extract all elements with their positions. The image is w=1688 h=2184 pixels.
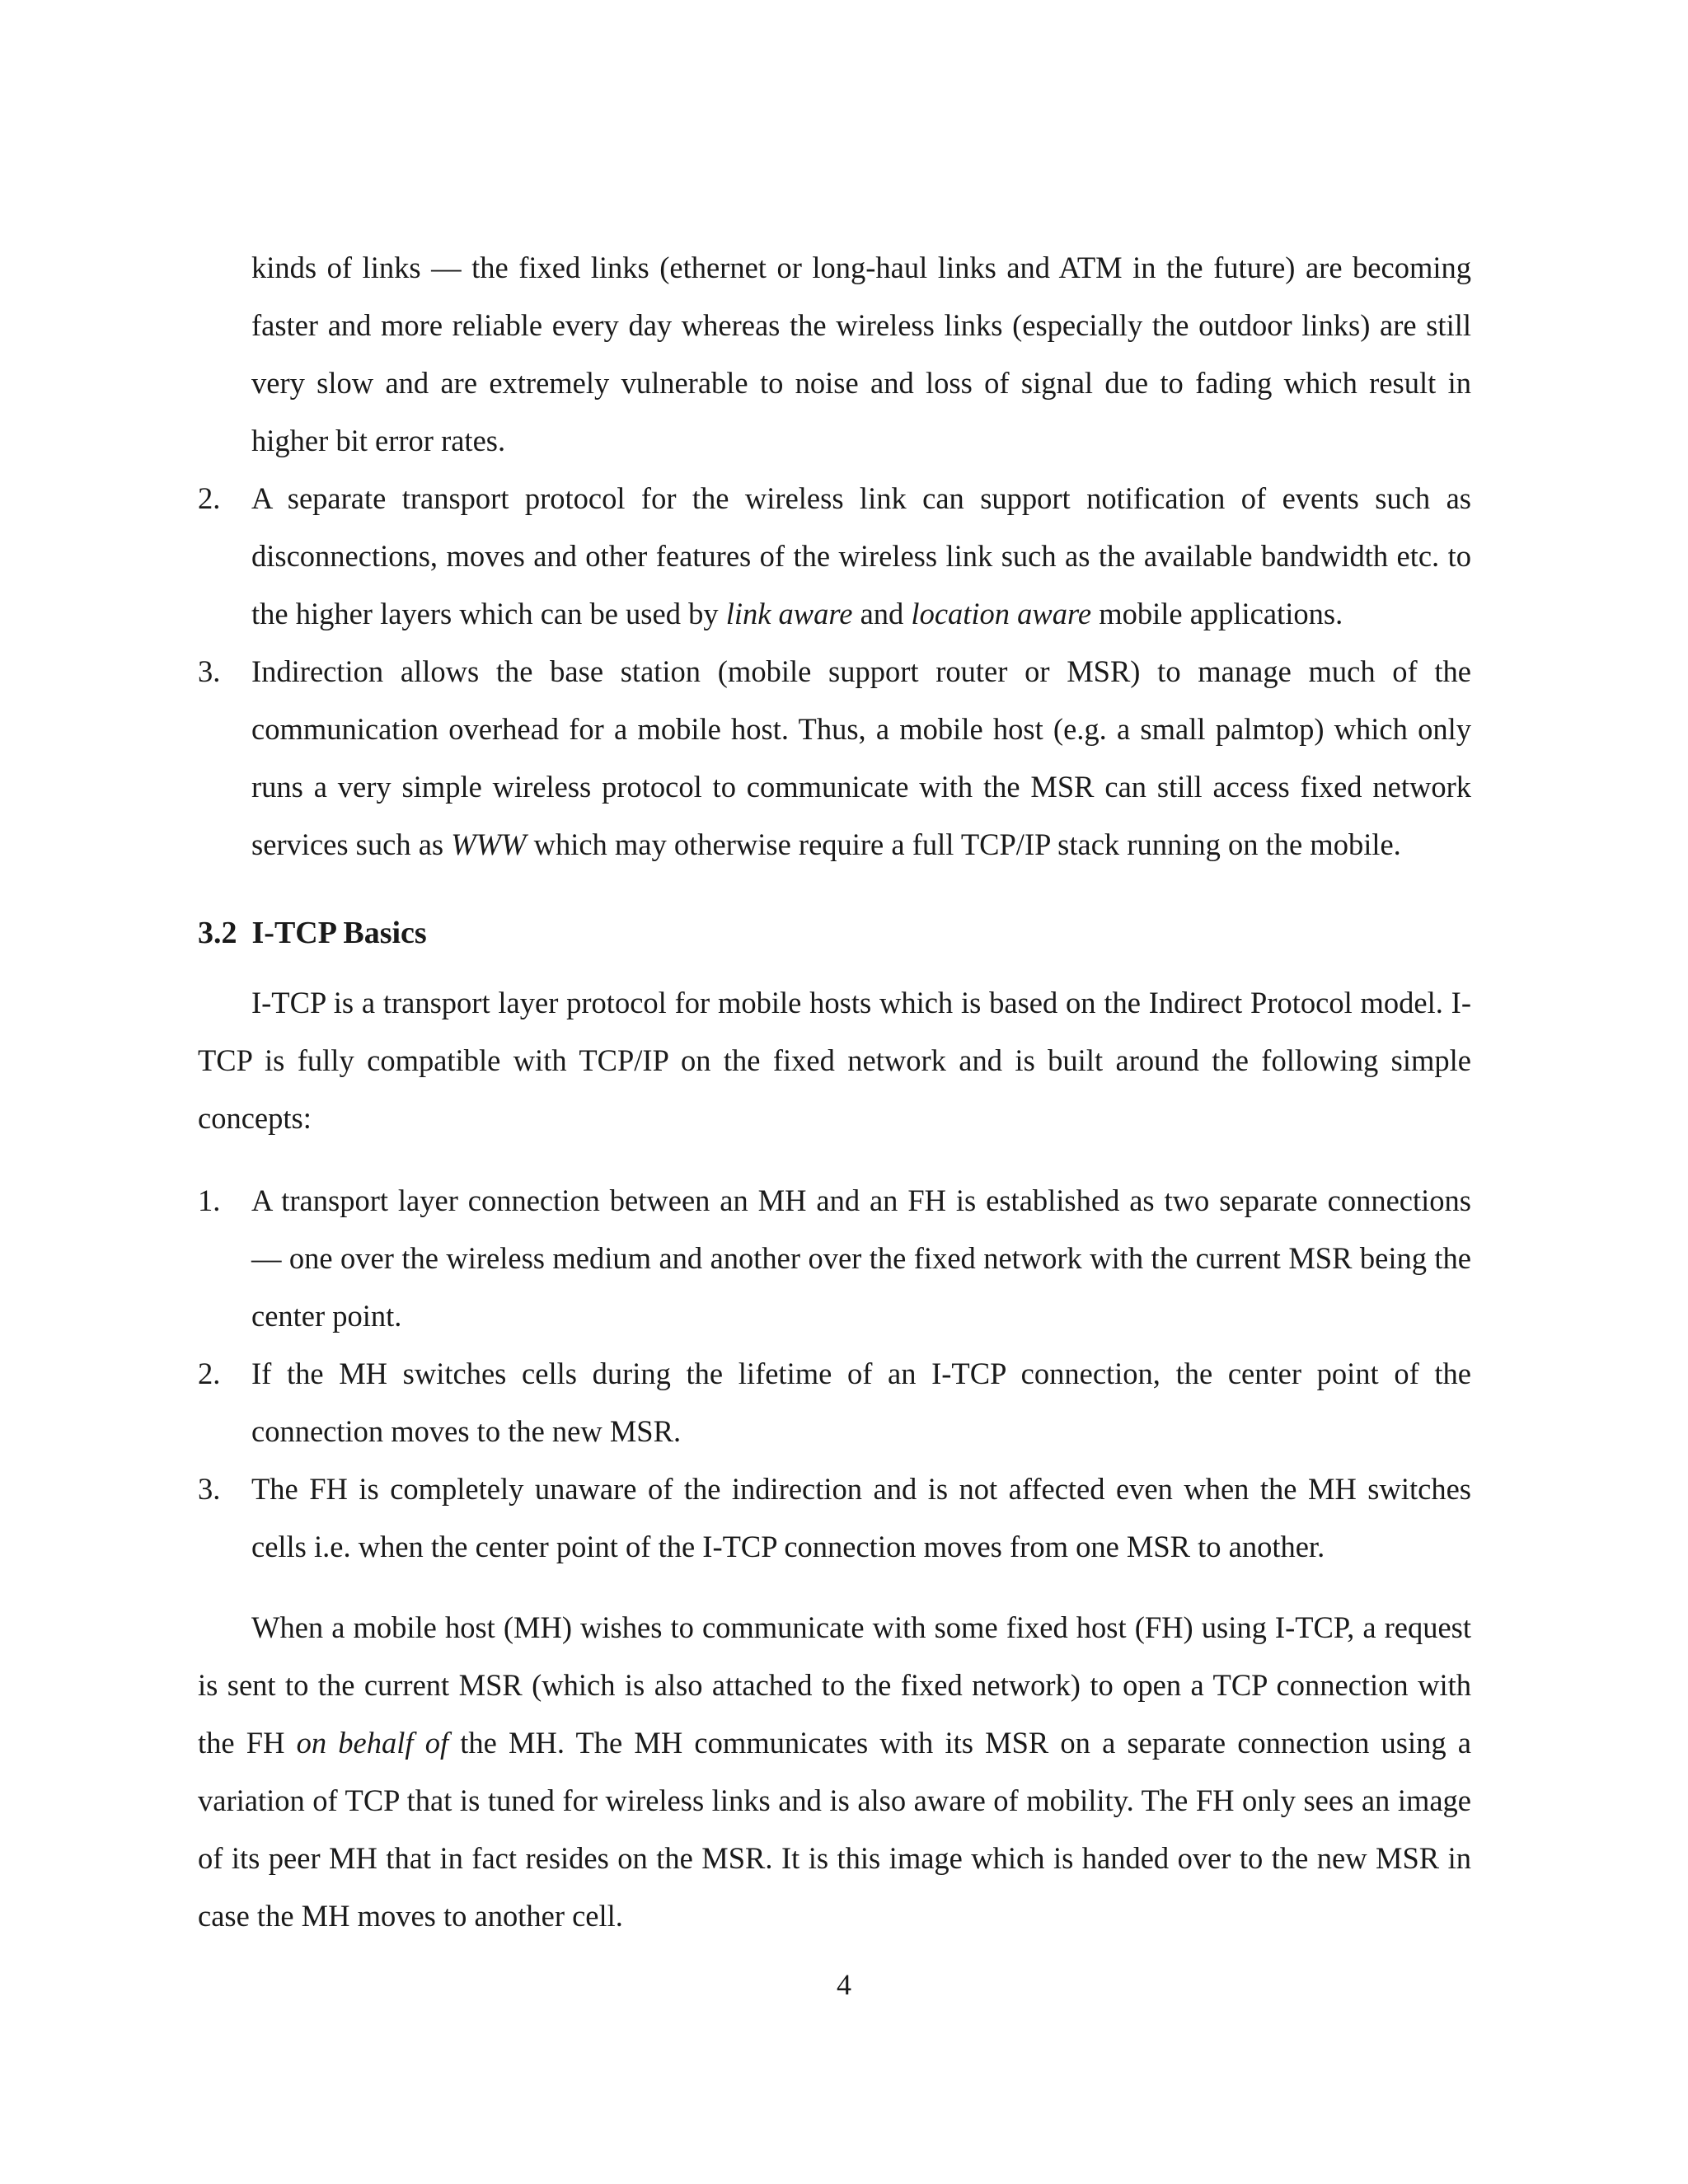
concepts-list (198, 1172, 1471, 1576)
section-title: I-TCP Basics (251, 916, 427, 950)
list-item-text: and (852, 597, 912, 630)
section-number: 3.2 (198, 916, 237, 950)
list-item-text: A transport layer connection between an MH and an FH is established as two separate connections — one over the wireless medium and another over the fixed network with the current MSR being the center point. (251, 1183, 1471, 1333)
continued-list-item-text: kinds of links — the fixed links (ethernet or long-haul links and ATM in the future) are becoming faster and more reliable every day whereas the wireless links (especially the outdoor links) are still very slow and are extremely vulnerable to noise and loss of signal due to fading which result in higher bit error rates. (251, 251, 1471, 457)
emphasis-text: link aware (725, 597, 853, 630)
list-item-text: A separate transport protocol for the wireless link can support notification of events such as disconnections, moves and other features of the wireless link such as the available bandwidth etc. to the higher layers which can be used by (251, 481, 1471, 630)
list-item-number: 3. (198, 1472, 221, 1506)
spacer (198, 1147, 1471, 1172)
paragraph-text: When a mobile host (MH) wishes to communicate with some fixed host (FH) using I-TCP, a request is sent to the current MSR (which is also attached to the fixed network) to open a TCP connection with the FH (198, 1610, 1471, 1760)
intro-paragraph: I-TCP is a transport layer protocol for mobile hosts which is based on the Indirect Protocol model. I-TCP is fully compatible with TCP/IP on the fixed network and is built around the following simple concepts: (198, 986, 1471, 1135)
list-item (198, 470, 1471, 643)
page-body (198, 239, 1471, 1945)
paragraph-text: the MH. The MH communicates with its MSR on a separate connection using a variation of TCP that is tuned for wireless links and is also aware of mobility. The FH only sees an image of its peer MH that in fact resides on the MSR. It is this image which is handed over to the new MSR in case the MH moves to another cell. (198, 1726, 1471, 1933)
list-item-number: 1. (198, 1183, 221, 1217)
list-item-text: If the MH switches cells during the lifetime of an I-TCP connection, the center point of the connection moves to the new MSR. (251, 1357, 1471, 1448)
section-heading (198, 908, 1471, 958)
list-item (198, 1460, 1471, 1576)
list-item-number: 3. (198, 654, 221, 688)
list-item-text: Indirection allows the base station (mobile support router or MSR) to manage much of the communication overhead for a mobile host. Thus, a mobile host (e.g. a small palmtop) which only runs a very simple wireless protocol to communicate with the MSR can still access fixed network services such as (251, 654, 1471, 861)
advantages-list (198, 470, 1471, 874)
list-item-text: mobile applications. (1091, 597, 1343, 630)
list-item-text: The FH is completely unaware of the indirection and is not affected even when the MH switches cells i.e. when the center point of the I-TCP connection moves from one MSR to another. (251, 1472, 1471, 1563)
list-item-text: which may otherwise require a full TCP/IP stack running on the mobile. (526, 827, 1401, 861)
spacer (198, 1576, 1471, 1599)
list-item-number: 2. (198, 481, 221, 515)
emphasis-text: on behalf of (296, 1726, 449, 1760)
page-number: 4 (837, 1968, 851, 2001)
list-item-number: 2. (198, 1357, 221, 1390)
body-paragraph (198, 1599, 1471, 1945)
list-item (198, 643, 1471, 874)
list-item (198, 1172, 1471, 1345)
emphasis-text: location aware (911, 597, 1092, 630)
list-item (198, 1345, 1471, 1460)
emphasis-text: WWW (451, 827, 527, 861)
